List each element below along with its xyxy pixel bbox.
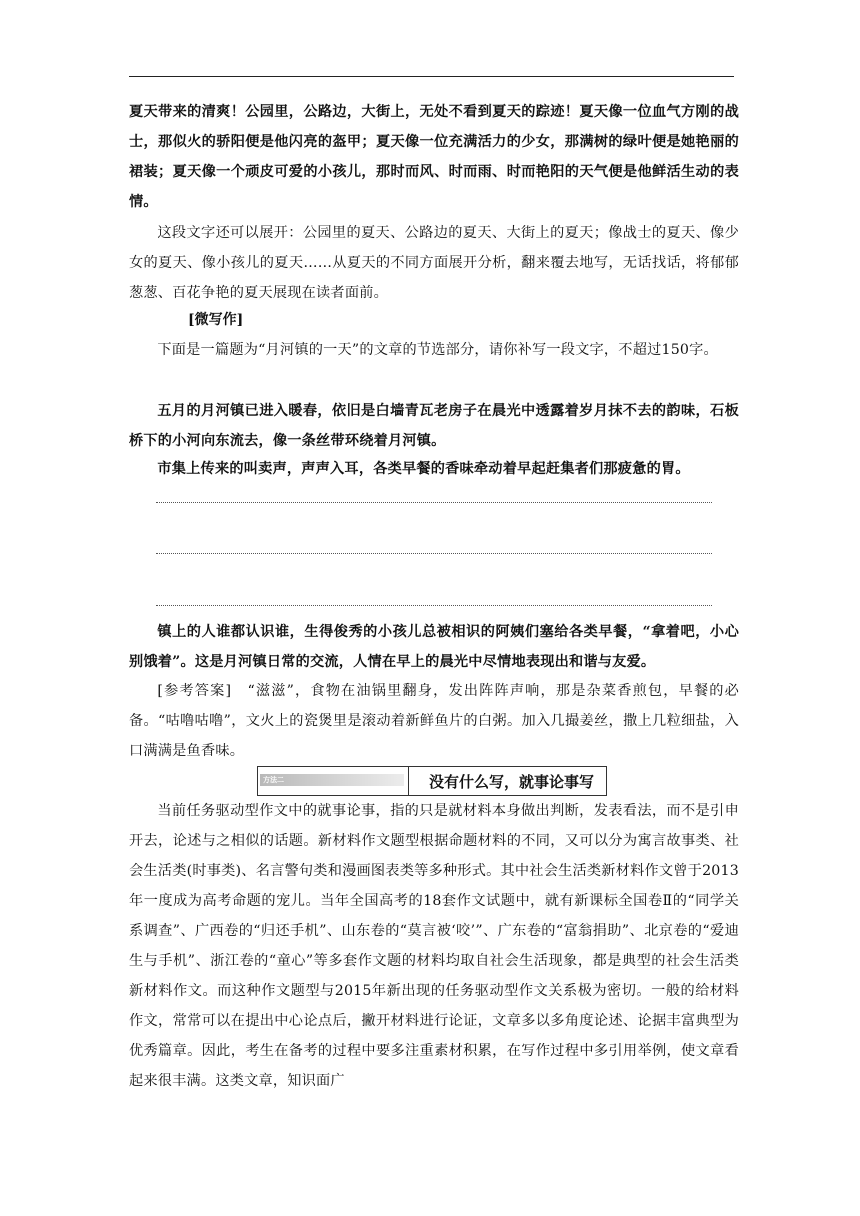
town-paragraph-block [129,617,739,677]
answer-text: “滋滋”，食物在油锅里翻身，发出阵阵声响，那是杂菜香煎包，早餐的必备。“咕噜咕噜”，文火上的瓷煲里是滚动着新鲜鱼片的白粥。加入几撮姜丝，撒上几粒细盐，入口满满是鱼香味。 [129,683,740,759]
answer-paragraph-block [129,676,739,766]
expand-paragraph: 这段文字还可以展开：公园里的夏天、公路边的夏天、大街上的夏天；像战士的夏天、像少女的夏天、像小孩儿的夏天……从夏天的不同方面展开分析，翻来覆去地写，无话找话，将郁郁葱葱、百花争艳的夏天展现在读者面前。 [129,225,739,301]
blank-line-3 [156,605,712,606]
expand-paragraph-block [129,218,739,308]
method-tag [258,767,409,795]
market-paragraph-block [129,454,739,484]
answer-paragraph [129,676,739,766]
method-tag-label: 方法二 [263,776,284,784]
task-paragraph-block [129,335,739,365]
micro-writing-heading: [微写作] [188,312,244,328]
method-banner [257,766,607,796]
summer-paragraph: 夏天带来的清爽！公园里，公路边，大街上，无处不看到夏天的踪迹！夏天像一位血气方刚的战士，那似火的骄阳便是他闪亮的盔甲；夏天像一位充满活力的少女，那满树的绿叶便是她艳丽的裙装；夏天像一个顽皮可爱的小孩儿，那时而风、时而雨、时而艳阳的天气便是他鲜活生动的表情。 [129,104,739,210]
may-paragraph-block [129,396,739,456]
may-paragraph: 五月的月河镇已进入暖春，依旧是白墙青瓦老房子在晨光中透露着岁月抹不去的韵味，石板桥下的小河向东流去，像一条丝带环绕着月河镇。 [129,403,739,449]
task-paragraph: 下面是一篇题为“月河镇的一天”的文章的节选部分，请你补写一段文字，不超过150字。 [157,342,718,358]
body-paragraph-block [129,796,739,1096]
header-rule [129,76,734,77]
blank-line-2 [156,553,712,554]
market-paragraph: 市集上传来的叫卖声，声声入耳，各类早餐的香味牵动着早起赶集者们那疲惫的胃。 [157,461,690,477]
summer-paragraph-block [129,97,739,217]
body-paragraph: 当前任务驱动型作文中的就事论事，指的只是就材料本身做出判断，发表看法，而不是引申开去，论述与之相似的话题。新材料作文题型根据命题材料的不同，又可以分为寓言故事类、社会生活类(时事类)、名言警句类和漫画图表类等多种形式。其中社会生活类新材料作文曾于2013年一度成为高考命题的宠儿。当年全国高考的18套作文试题中，就有新课标全国卷Ⅱ的“同学关系调查”、广西卷的“归还手机”、山东卷的“莫言被‘咬’”、广东卷的“富翁捐助”、北京卷的“爱迪生与手机”、浙江卷的“童心”等多套作文题的材料均取自社会生活现象，都是典型的社会生活类新材料作文。而这种作文题型与2015年新出现的任务驱动型作文关系极为密切。一般的给材料作文，常常可以在提出中心论点后，撇开材料进行论证，文章多以多角度论述、论据丰富典型为优秀篇章。因此，考生在备考的过程中要多注重素材积累，在写作过程中多引用举例，使文章看起来很丰满。这类文章，知识面广 [129,803,739,1089]
method-title: 没有什么写，就事论事写 [429,772,595,791]
blank-line-1 [156,502,712,503]
town-paragraph: 镇上的人谁都认识谁，生得俊秀的小孩儿总被相识的阿姨们塞给各类早餐，“拿着吧，小心别饿着”。这是月河镇日常的交流，人情在早上的晨光中尽情地表现出和谐与友爱。 [129,624,739,670]
answer-label: [参考答案] [157,683,232,699]
